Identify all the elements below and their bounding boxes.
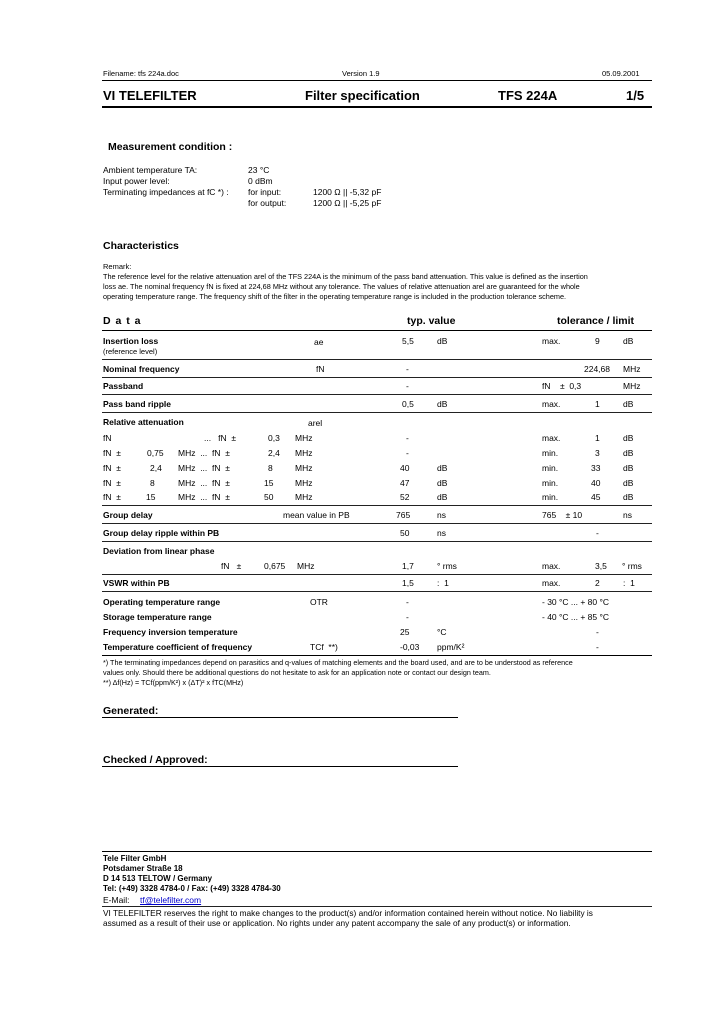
dl-label: Deviation from linear phase	[103, 546, 215, 556]
checked-label: Checked / Approved:	[103, 754, 208, 766]
fi-typ: 25	[400, 627, 410, 637]
remark-line-1: The reference level for the relative attenuation arel of the TFS 224A is the minimum of the pass band attenuation. This value is defined as the insertion	[103, 272, 588, 281]
generated-label: Generated:	[103, 705, 159, 717]
tc-symbol: TCf **)	[310, 642, 338, 652]
ra2-to: MHz ... fN ±	[178, 448, 230, 458]
ra3-typ: 40	[400, 463, 410, 473]
ra3-unit: MHz	[295, 463, 313, 473]
row-rule	[102, 505, 652, 506]
checked-signature-line	[102, 766, 458, 767]
footer-email-link[interactable]: tf@telefilter.com	[140, 895, 202, 905]
ra-label: Relative attenuation	[103, 417, 184, 427]
fi-unit: °C	[437, 627, 447, 637]
st-typ: -	[406, 612, 409, 622]
ra1-limit-value: 1	[595, 433, 600, 443]
ra4-from: fN ±	[103, 478, 121, 488]
row-rule	[102, 394, 652, 395]
ra4-start: 8	[150, 478, 155, 488]
dl-offset-unit: MHz	[297, 561, 315, 571]
vs-limit-type: max.	[542, 578, 561, 588]
ra3-start: 2,4	[150, 463, 162, 473]
dl-typ: 1,7	[402, 561, 414, 571]
ra2-end: 2,4	[268, 448, 280, 458]
tc-unit: ppm/K²	[437, 642, 465, 652]
impedance-output-label: for output:	[248, 198, 287, 208]
pr-limit-type: max.	[542, 399, 561, 409]
measurement-title: Measurement condition :	[108, 141, 233, 153]
ra5-from: fN ±	[103, 492, 121, 502]
ra3-limit-type: min.	[542, 463, 559, 473]
ra1-from: fN	[103, 433, 112, 443]
table-head-typ: typ. value	[407, 315, 456, 327]
ra5-to: MHz ... fN ±	[178, 492, 230, 502]
footnote-1: *) The terminating impedances depend on parasitics and q-values of matching elements and the board used, and are to be understood as reference	[103, 658, 573, 667]
tc-limit: -	[596, 642, 599, 652]
generated-signature-line	[102, 717, 458, 718]
ra2-unit: MHz	[295, 448, 313, 458]
row-rule	[102, 359, 652, 360]
gd-limit-unit: ns	[623, 510, 632, 520]
table-head-data: D a t a	[103, 315, 142, 327]
ra3-from: fN ±	[103, 463, 121, 473]
footnote-2: values only. Should there be additional questions do not hesitate to ask for an application note or contact our design team.	[103, 668, 491, 677]
row-rule	[102, 541, 652, 542]
pb-limit-unit: MHz	[623, 381, 641, 391]
il-sublabel: (reference level)	[103, 347, 158, 356]
footer-email-label: E-Mail:	[103, 895, 130, 905]
impedance-label: Terminating impedances at fC *) :	[103, 187, 229, 197]
ra3-unit-typ: dB	[437, 463, 448, 473]
ra2-typ: -	[406, 448, 409, 458]
gd-unit: ns	[437, 510, 446, 520]
gr-typ: 50	[400, 528, 410, 538]
ra5-limit-type: min.	[542, 492, 559, 502]
pb-typ: -	[406, 381, 409, 391]
page-number: 1/5	[626, 88, 645, 103]
ra4-end: 15	[264, 478, 274, 488]
gd-limit: 765 ± 10	[542, 510, 583, 520]
ra1-unit: MHz	[295, 433, 313, 443]
footer-company: Tele Filter GmbH	[103, 854, 167, 863]
pr-unit: dB	[437, 399, 448, 409]
row-rule	[102, 412, 652, 413]
ra4-limit-type: min.	[542, 478, 559, 488]
nf-limit-unit: MHz	[623, 364, 641, 374]
impedance-input-value: 1200 Ω || -5,32 pF	[313, 187, 382, 197]
ra5-start: 15	[146, 492, 156, 502]
power-value: 0 dBm	[248, 176, 273, 186]
characteristics-title: Characteristics	[103, 240, 179, 252]
filename: Filename: tfs 224a.doc	[103, 69, 179, 78]
footer-city: D 14 513 TELTOW / Germany	[103, 874, 213, 883]
pb-limit: fN ± 0,3	[542, 381, 582, 391]
tc-typ: -0,03	[400, 642, 420, 652]
ambient-value: 23 °C	[248, 165, 270, 175]
pr-typ: 0,5	[402, 399, 414, 409]
ra3-limit-value: 33	[591, 463, 601, 473]
ra4-typ: 47	[400, 478, 410, 488]
ra4-unit: MHz	[295, 478, 313, 488]
il-typ: 5,5	[402, 336, 414, 346]
ot-typ: -	[406, 597, 409, 607]
il-symbol: ae	[314, 337, 324, 347]
il-label: Insertion loss	[103, 336, 159, 346]
nf-limit-value: 224,68	[584, 364, 610, 374]
gr-unit: ns	[437, 528, 446, 538]
pr-limit-value: 1	[595, 399, 600, 409]
footer-street: Potsdamer Straße 18	[103, 864, 183, 873]
ra5-unit: MHz	[295, 492, 313, 502]
doc-date: 05.09.2001	[602, 69, 640, 78]
row-rule	[102, 574, 652, 575]
ra3-limit-unit: dB	[623, 463, 634, 473]
il-limit-type: max.	[542, 336, 561, 346]
il-unit: dB	[437, 336, 448, 346]
impedance-input-label: for input:	[248, 187, 282, 197]
dl-range: fN ±	[221, 561, 242, 571]
remark-line-2: loss ae. The nominal frequency fN is fixed at 224,68 MHz without any tolerance. The values of relative attenuation arel are guaranteed for the whole	[103, 282, 580, 291]
row-rule	[102, 591, 652, 592]
row-rule	[102, 523, 652, 524]
ot-label: Operating temperature range	[103, 597, 221, 607]
footer-rule-2	[102, 906, 652, 907]
footnote-3: **) Δf(Hz) = TCf(ppm/K²) x (ΔT)² x fTC(MHz)	[103, 678, 244, 687]
ra5-typ: 52	[400, 492, 410, 502]
dl-limit-type: max.	[542, 561, 561, 571]
impedance-output-value: 1200 Ω || -5,25 pF	[313, 198, 382, 208]
table-end-rule	[102, 655, 652, 656]
ra2-start: 0,75	[147, 448, 164, 458]
ra5-end: 50	[264, 492, 274, 502]
pb-label: Passband	[103, 381, 144, 391]
fi-label: Frequency inversion temperature	[103, 627, 238, 637]
ambient-label: Ambient temperature TA:	[103, 165, 198, 175]
table-head-tolerance: tolerance / limit	[557, 315, 635, 327]
ot-symbol: OTR	[310, 597, 328, 607]
gr-label: Group delay ripple within PB	[103, 528, 220, 538]
ra2-from: fN ±	[103, 448, 121, 458]
header-rule	[102, 80, 652, 81]
vs-limit-value: 2	[595, 578, 600, 588]
nf-typ: -	[406, 364, 409, 374]
ra5-limit-value: 45	[591, 492, 601, 502]
fi-limit: -	[596, 627, 599, 637]
gd-condition: mean value in PB	[283, 510, 350, 520]
gd-label: Group delay	[103, 510, 153, 520]
ot-limit: - 30 °C ... + 80 °C	[542, 597, 610, 607]
dl-limit-value: 3,5	[595, 561, 607, 571]
nf-symbol: fN	[316, 364, 325, 374]
pr-label: Pass band ripple	[103, 399, 172, 409]
ra2-limit-value: 3	[595, 448, 600, 458]
header-rule-2	[102, 106, 652, 108]
vs-typ: 1,5	[402, 578, 414, 588]
ra-symbol: arel	[308, 418, 323, 428]
disclaimer-line-2: assumed as a result of their use or application. No rights under any patent accompany the sale of any product(s) or information.	[103, 918, 571, 928]
doc-title: Filter specification	[305, 88, 420, 103]
ra1-limit-type: max.	[542, 433, 561, 443]
remark-line-3: operating temperature range. The frequency shift of the filter in the operating temperature range is included in the production tolerance scheme.	[103, 292, 567, 301]
footer-phone: Tel: (+49) 3328 4784-0 / Fax: (+49) 3328 4784-30	[103, 884, 281, 893]
disclaimer-line-1: VI TELEFILTER reserves the right to make changes to the product(s) and/or information contained herein without notice. No liability is	[103, 908, 593, 918]
ra1-limit-unit: dB	[623, 433, 634, 443]
ra4-limit-value: 40	[591, 478, 601, 488]
ra4-limit-unit: dB	[623, 478, 634, 488]
nf-label: Nominal frequency	[103, 364, 180, 374]
ra3-end: 8	[268, 463, 273, 473]
row-rule	[102, 377, 652, 378]
pr-limit-unit: dB	[623, 399, 634, 409]
ra3-to: MHz ... fN ±	[178, 463, 230, 473]
il-limit-value: 9	[595, 336, 600, 346]
dl-offset: 0,675	[264, 561, 286, 571]
vs-unit: : 1	[437, 578, 449, 588]
dl-limit-unit: ° rms	[622, 561, 642, 571]
power-label: Input power level:	[103, 176, 170, 186]
dl-unit: ° rms	[437, 561, 457, 571]
vs-limit-unit: : 1	[623, 578, 635, 588]
il-limit-unit: dB	[623, 336, 634, 346]
ra2-limit-unit: dB	[623, 448, 634, 458]
product-code: TFS 224A	[498, 88, 558, 103]
st-limit: - 40 °C ... + 85 °C	[542, 612, 610, 622]
remark-title: Remark:	[103, 262, 132, 271]
gr-limit: -	[596, 528, 599, 538]
ra4-unit-typ: dB	[437, 478, 448, 488]
ra5-unit-typ: dB	[437, 492, 448, 502]
st-label: Storage temperature range	[103, 612, 212, 622]
ra4-to: MHz ... fN ±	[178, 478, 230, 488]
vs-label: VSWR within PB	[103, 578, 170, 588]
tc-label: Temperature coefficient of frequency	[103, 642, 253, 652]
gd-typ: 765	[396, 510, 411, 520]
ra1-offset: 0,3	[268, 433, 280, 443]
company-name: VI TELEFILTER	[103, 88, 197, 103]
ra1-typ: -	[406, 433, 409, 443]
ra2-limit-type: min.	[542, 448, 559, 458]
footer-rule	[102, 851, 652, 852]
ra1-to: ... fN ±	[204, 433, 237, 443]
version: Version 1.9	[342, 69, 380, 78]
table-head-rule	[102, 330, 652, 331]
ra5-limit-unit: dB	[623, 492, 634, 502]
